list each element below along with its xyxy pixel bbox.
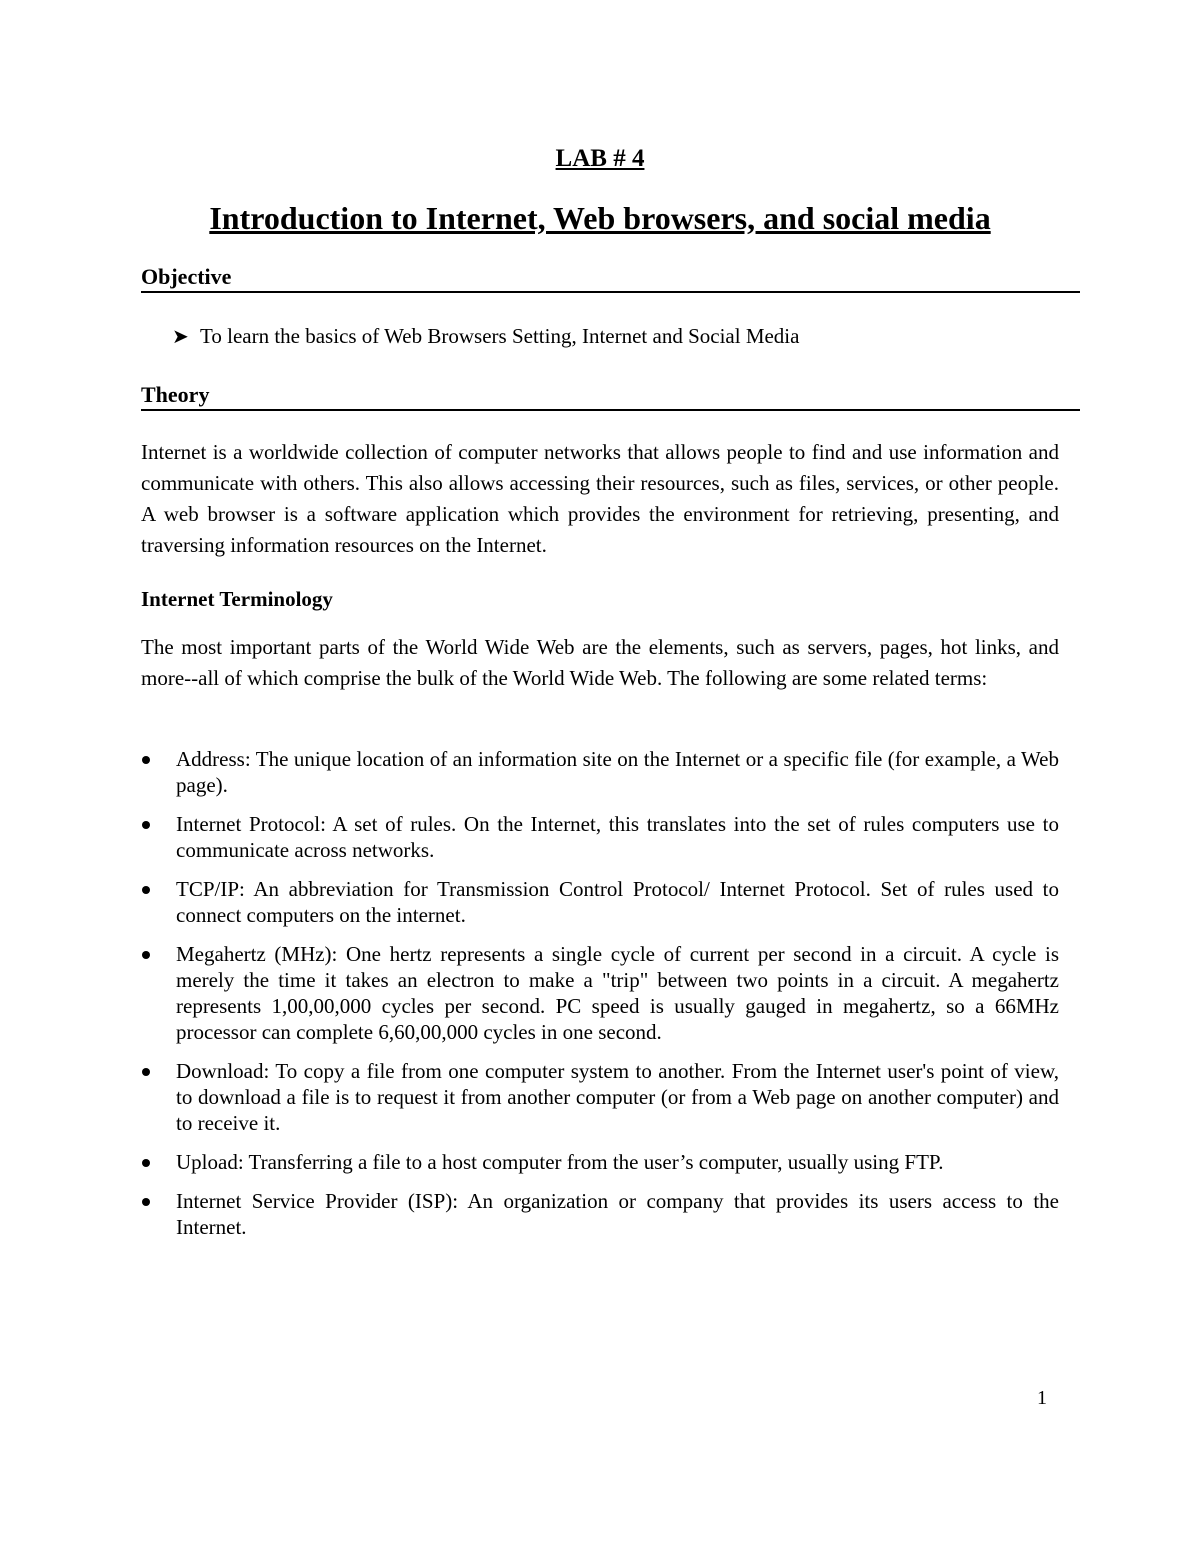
lab-number: LAB # 4	[555, 145, 645, 172]
page-number: 1	[1037, 1387, 1047, 1409]
list-item	[141, 1149, 1059, 1175]
term-text: Internet Protocol: A set of rules. On the Internet, this translates into the set of rules computers use to communicate across networks.	[176, 812, 1059, 862]
arrow-bullet-icon: ➤	[172, 326, 189, 348]
document-title: Introduction to Internet, Web browsers, and social media	[209, 200, 991, 236]
term-text: TCP/IP: An abbreviation for Transmission Control Protocol/ Internet Protocol. Set of rules used to connect computers on the internet.	[176, 877, 1059, 927]
theory-heading: Theory	[141, 382, 1080, 411]
objective-item	[172, 322, 799, 351]
objective-item-text: To learn the basics of Web Browsers Setting, Internet and Social Media	[200, 324, 800, 348]
objective-heading: Objective	[141, 264, 1080, 293]
list-item	[141, 1188, 1059, 1240]
terminology-list	[141, 746, 1059, 1253]
term-text: Megahertz (MHz): One hertz represents a single cycle of current per second in a circuit. A cycle is merely the time it takes an electron to make a "trip" between two points in a circuit. A megahertz represents 1,00,00,000 cycles per second. PC speed is usually gauged in megahertz, so a 66MHz processor can complete 6,60,00,000 cycles in one second.	[176, 942, 1059, 1044]
internet-terminology-heading: Internet Terminology	[141, 587, 333, 611]
list-item	[141, 1058, 1059, 1136]
term-text: Internet Service Provider (ISP): An organization or company that provides its users access to the Internet.	[176, 1189, 1059, 1239]
list-item	[141, 941, 1059, 1045]
round-bullet-icon	[142, 756, 150, 764]
list-item	[141, 811, 1059, 863]
term-text: Download: To copy a file from one computer system to another. From the Internet user's point of view, to download a file is to request it from another computer (or from a Web page on another computer) and to receive it.	[176, 1059, 1059, 1135]
terminology-intro-paragraph: The most important parts of the World Wide Web are the elements, such as servers, pages, hot links, and more--all of which comprise the bulk of the World Wide Web. The following are some related terms:	[141, 635, 1059, 690]
round-bullet-icon	[142, 951, 150, 959]
round-bullet-icon	[142, 1198, 150, 1206]
term-text: Upload: Transferring a file to a host computer from the user’s computer, usually using FTP.	[176, 1150, 944, 1174]
round-bullet-icon	[142, 886, 150, 894]
list-item	[141, 876, 1059, 928]
theory-paragraph: Internet is a worldwide collection of computer networks that allows people to find and use information and communicate with others. This also allows accessing their resources, such as files, services, or other people. A web browser is a software application which provides the environment for retrieving, presenting, and traversing information resources on the Internet.	[141, 440, 1059, 557]
round-bullet-icon	[142, 821, 150, 829]
term-text: Address: The unique location of an information site on the Internet or a specific file (for example, a Web page).	[176, 747, 1059, 797]
round-bullet-icon	[142, 1068, 150, 1076]
round-bullet-icon	[142, 1159, 150, 1167]
list-item	[141, 746, 1059, 798]
